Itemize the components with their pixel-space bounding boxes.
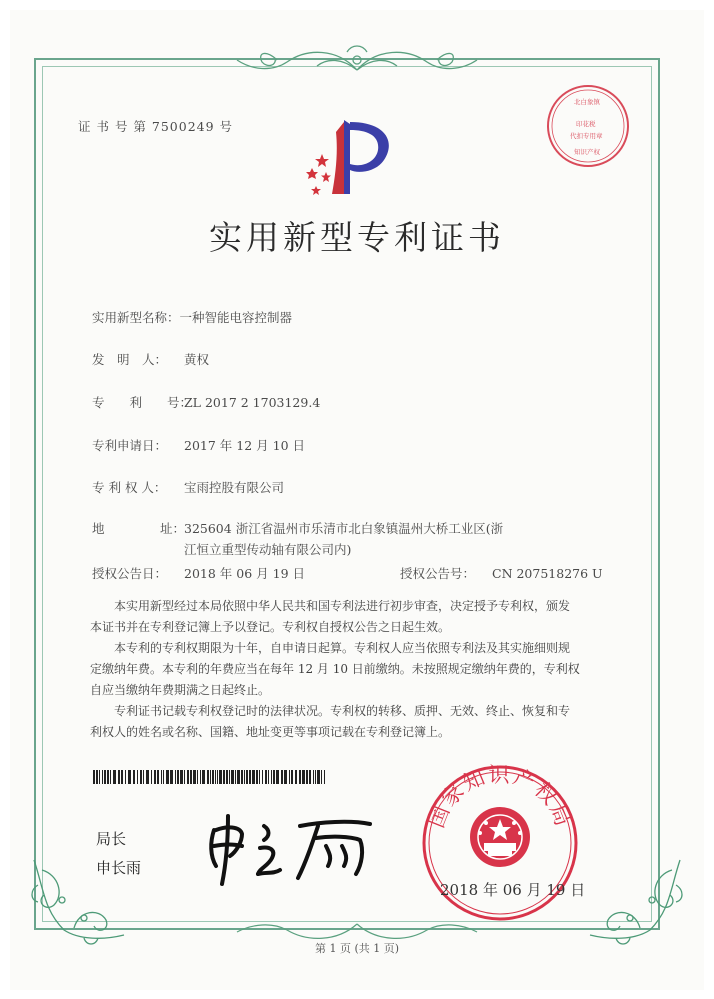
patent-office-logo-icon <box>296 112 406 202</box>
paragraph-line: 本证书并在专利登记簿上予以登记。专利权自授权公告之日起生效。 <box>90 620 451 634</box>
paragraph-line: 专利证书记载专利权登记时的法律状况。专利权的转移、质押、无效、终止、恢复和专 <box>114 704 571 718</box>
filing-date-label: 专利申请日： <box>92 438 168 453</box>
seal-date: 2018 年 06 月 19 日 <box>440 881 586 899</box>
svg-text:北白象镇: 北白象镇 <box>574 98 600 106</box>
statement-paragraph-3 <box>90 701 598 743</box>
grant-date-label: 授权公告日： <box>92 566 168 581</box>
grant-number-value: CN 207518276 U <box>492 566 603 581</box>
certificate-number: 证 书 号 第 7500249 号 <box>78 119 234 134</box>
national-emblem-icon <box>470 807 530 867</box>
svg-text:代扣专用章: 代扣专用章 <box>570 132 603 140</box>
grant-number-row <box>400 564 603 582</box>
paragraph-line: 定缴纳年费。本专利的年费应当在每年 12 月 10 日前缴纳。未按照规定缴纳年费的，专利权 <box>90 662 580 676</box>
top-ornament <box>217 40 497 80</box>
address-line-1: 325604 浙江省温州市乐清市北白象镇温州大桥工业区(浙 <box>184 521 504 536</box>
page-number: 第 1 页 (共 1 页) <box>314 942 400 955</box>
statement-paragraph-1 <box>90 596 598 638</box>
statement-paragraph-2 <box>90 638 598 701</box>
grant-date-value: 2018 年 06 月 19 日 <box>184 566 305 581</box>
svg-text:印花税: 印花税 <box>576 120 596 128</box>
certificate-title: 实用新型专利证书 <box>209 218 505 257</box>
grant-number-label: 授权公告号： <box>400 566 476 581</box>
grant-date-row <box>92 564 305 582</box>
signature-image <box>200 808 390 888</box>
patent-number-row <box>92 393 320 411</box>
utility-name-label: 实用新型名称： <box>92 310 180 325</box>
corner-stamp <box>544 82 632 170</box>
corner-ornament-bottom-right <box>580 840 690 950</box>
svg-text:知识产权: 知识产权 <box>574 148 600 156</box>
patentee-row <box>92 478 284 496</box>
address-label-2: 址： <box>160 521 186 536</box>
filing-date-row <box>92 436 305 454</box>
address-label-1: 地 <box>92 521 105 536</box>
patentee-label: 专 利 权 人： <box>92 480 167 495</box>
address-line-2: 江恒立重型传动轴有限公司内) <box>184 542 352 557</box>
inventor-label: 发 明 人： <box>92 352 168 367</box>
director-title: 局长 <box>96 830 127 848</box>
utility-name-row <box>92 308 292 326</box>
paragraph-line: 自应当缴纳年费期满之日起终止。 <box>90 683 271 697</box>
patent-number-label: 专 利 号： <box>92 395 193 410</box>
inventor-row <box>92 350 209 368</box>
paragraph-line: 本专利的专利权期限为十年，自申请日起算。专利权人应当依照专利法及其实施细则规 <box>114 641 571 655</box>
barcode-icon <box>93 770 329 784</box>
paragraph-line: 本实用新型经过本局依照中华人民共和国专利法进行初步审查，决定授予专利权，颁发 <box>114 599 571 613</box>
director-name: 申长雨 <box>96 859 142 877</box>
seal-text: 国家知识产权局 <box>424 763 576 832</box>
filing-date-value: 2017 年 12 月 10 日 <box>184 438 305 453</box>
patent-number-value: ZL 2017 2 1703129.4 <box>184 395 321 410</box>
patentee-value: 宝雨控股有限公司 <box>184 480 285 495</box>
inventor-value: 黄权 <box>184 352 210 367</box>
paragraph-line: 利权人的姓名或名称、国籍、地址变更等事项记载在专利登记簿上。 <box>90 725 451 739</box>
utility-name-value: 一种智能电容控制器 <box>179 310 293 325</box>
